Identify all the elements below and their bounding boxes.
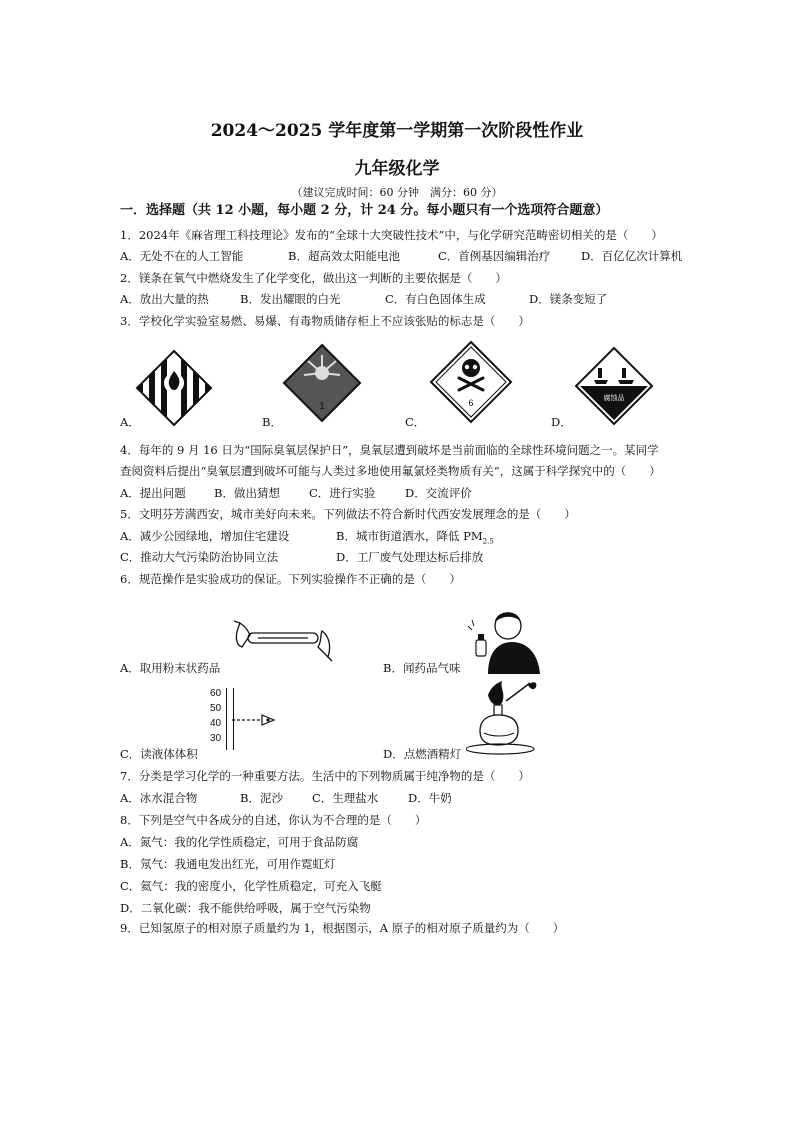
q2-option-c[interactable]: C．有白色固体生成 (385, 292, 486, 306)
smelling-person-figure (464, 604, 544, 674)
q8-stem: 8．下列是空气中各成分的自述，你认为不合理的是（ ） (120, 813, 427, 827)
q8-option-c[interactable]: C．氦气：我的密度小，化学性质稳定，可充入飞艇 (120, 879, 382, 893)
q4-option-a[interactable]: A．提出问题 (120, 486, 186, 500)
q3-option-d[interactable]: D． (551, 415, 572, 429)
exam-meta: （建议完成时间：60 分钟 满分：60 分） (291, 186, 503, 199)
q4-option-c[interactable]: C．进行实验 (309, 486, 376, 500)
q3-option-c[interactable]: C． (405, 415, 426, 429)
q4-stem-line1: 4．每年的 9 月 16 日为“国际臭氧层保护日”，臭氧层遭到破坏是当前面临的全球性环境问题之一。某同学 (120, 443, 659, 457)
explosion-sign-number: 1 (319, 401, 325, 412)
scale-mark-50: 50 (210, 703, 222, 714)
eye-sightline-figure (232, 712, 278, 728)
scale-mark-60: 60 (210, 688, 222, 699)
corrosive-sign-icon (574, 346, 654, 426)
q6-stem: 6．规范操作是实验成功的保证。下列实验操作不正确的是（ ） (120, 572, 461, 586)
scale-mark-30: 30 (210, 733, 222, 744)
q5-option-c[interactable]: C．推动大气污染防治协同立法 (120, 550, 279, 564)
alcohol-lamp-figure (466, 681, 544, 757)
q5-option-b-text: B．城市街道洒水，降低 PM (336, 529, 483, 543)
q2-stem: 2．镁条在氧气中燃烧发生了化学变化，做出这一判断的主要依据是（ ） (120, 271, 507, 285)
toxic-sign-number: 6 (468, 398, 474, 408)
exam-subject: 九年级化学 (354, 159, 440, 179)
q8-option-d[interactable]: D．二氧化碳：我不能供给呼吸，属于空气污染物 (120, 901, 371, 915)
q5-option-a[interactable]: A．减少公园绿地，增加住宅建设 (120, 529, 290, 543)
q5-stem: 5．文明芬芳满西安，城市美好向未来。下列做法不符合新时代西安发展理念的是（ ） (120, 507, 576, 521)
q4-option-b[interactable]: B．做出猜想 (214, 486, 280, 500)
explosive-stripes-sign-icon (135, 349, 213, 427)
q7-option-d[interactable]: D．牛奶 (408, 791, 452, 805)
q6-option-d[interactable]: D．点燃酒精灯 (383, 747, 462, 761)
q2-option-d[interactable]: D．镁条变短了 (529, 292, 608, 306)
q1-stem: 1．2024年《麻省理工科技理论》发布的“全球十大突破性技术”中，与化学研究范畴密切相关的是（ ） (120, 228, 663, 242)
q4-stem-line2: 查阅资料后提出“臭氧层遭到破坏可能与人类过多地使用氟氯烃类物质有关”，这属于科学探究中的（ ） (120, 464, 661, 478)
q3-stem: 3．学校化学实验室易燃、易爆、有毒物质储存柜上不应该张贴的标志是（ ） (120, 314, 530, 328)
q7-option-a[interactable]: A．冰水混合物 (120, 791, 198, 805)
powder-test-tube-figure (228, 617, 336, 663)
toxic-sign-icon (429, 340, 513, 424)
corrosive-sign-label: 腐蚀品 (603, 394, 625, 402)
q5-option-d[interactable]: D．工厂废气处理达标后排放 (336, 550, 484, 564)
q6-option-a[interactable]: A．取用粉末状药品 (120, 661, 221, 675)
q5-option-b[interactable] (336, 528, 494, 549)
q3-option-b[interactable]: B． (262, 415, 282, 429)
scale-mark-40: 40 (210, 718, 222, 729)
q6-option-b[interactable]: B．闻药品气味 (383, 661, 461, 675)
exam-title: 2024～2025 学年度第一学期第一次阶段性作业 (210, 121, 584, 141)
q1-option-a[interactable]: A．无处不在的人工智能 (120, 249, 244, 263)
explosion-sign-icon (282, 343, 362, 423)
section-heading: 一．选择题（共 12 小题，每小题 2 分，计 24 分。每小题只有一个选项符合题意） (120, 203, 609, 218)
q5-option-b-subscript: 2.5 (482, 537, 494, 546)
q7-stem: 7．分类是学习化学的一种重要方法。生活中的下列物质属于纯净物的是（ ） (120, 769, 530, 783)
q2-option-b[interactable]: B．发出耀眼的白光 (240, 292, 341, 306)
q3-option-a[interactable]: A． (120, 415, 140, 429)
q1-option-d[interactable]: D．百亿亿次计算机 (581, 249, 683, 263)
q7-option-c[interactable]: C．生理盐水 (312, 791, 379, 805)
q9-stem: 9．已知氢原子的相对原子质量约为 1，根据图示，A 原子的相对原子质量约为（ ） (120, 921, 565, 935)
graduated-cylinder-figure (199, 688, 235, 750)
q1-option-c[interactable]: C．首例基因编辑治疗 (438, 249, 551, 263)
q7-option-b[interactable]: B．泥沙 (240, 791, 283, 805)
q8-option-b[interactable]: B．氖气：我通电发出红光，可用作霓虹灯 (120, 857, 336, 871)
q8-option-a[interactable]: A．氮气：我的化学性质稳定，可用于食品防腐 (120, 835, 359, 849)
q2-option-a[interactable]: A．放出大量的热 (120, 292, 209, 306)
q6-option-c[interactable]: C．读液体体积 (120, 747, 198, 761)
q4-option-d[interactable]: D．交流评价 (405, 486, 472, 500)
q1-option-b[interactable]: B．超高效太阳能电池 (288, 249, 400, 263)
